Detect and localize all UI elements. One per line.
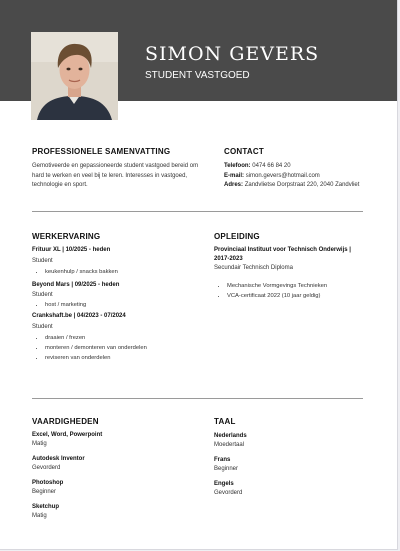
skill-name: Sketchup <box>32 504 60 510</box>
candidate-name: SIMON GEVERS <box>145 43 320 65</box>
contact-heading: CONTACT <box>224 147 264 156</box>
job-task: • draaien / frezen <box>45 333 147 343</box>
address-label: Adres: <box>224 182 244 188</box>
language-name: Nederlands <box>214 433 247 439</box>
email-value[interactable]: simon.gevers@hotmail.com <box>245 172 320 179</box>
contact-email-line <box>224 172 320 182</box>
school-name: Provinciaal Instituut voor Technisch Onderwijs | <box>214 247 351 253</box>
languages-heading: TAAL <box>214 417 236 426</box>
education-item: • VCA-certificaat 2022 (10 jaar geldig) <box>227 291 327 301</box>
language-name: Frans <box>214 457 231 463</box>
summary-text: Gemotiveerde en gepassioneerde student vastgoed bereid om hard te werken en veel bij te leren. Interesses in vastgoed, technologie en sport. <box>32 163 199 188</box>
phone-label: Telefoon: <box>224 163 251 169</box>
job-role: Student <box>32 292 53 298</box>
job-task: • monteren / demonteren van onderdelen <box>45 343 147 353</box>
language-level: Beginner <box>214 466 239 472</box>
skill-name: Photoshop <box>32 480 64 486</box>
education-heading: OPLEIDING <box>214 232 260 241</box>
contact-phone-line <box>224 162 291 172</box>
job-task: • reviseren van onderdelen <box>45 353 147 363</box>
portrait-image <box>31 32 118 120</box>
job-task-list <box>32 333 147 363</box>
language-name: Engels <box>214 481 234 487</box>
job-heading: Beyond Mars | 09/2025 - heden <box>32 282 120 288</box>
job-heading: Crankshaft.be | 04/2023 - 07/2024 <box>32 313 126 319</box>
experience-heading: WERKERVARING <box>32 232 101 241</box>
address-value: Zandvlietse Dorpstraat 220, 2040 Zandvliet <box>244 182 360 188</box>
skill-level: Matig <box>32 513 47 519</box>
skills-heading: VAARDIGHEDEN <box>32 417 99 426</box>
skill-level: Gevorderd <box>32 465 61 471</box>
section-divider <box>32 211 363 212</box>
job-task-list <box>32 267 118 277</box>
school-years: 2017-2023 <box>214 256 243 262</box>
contact-address-line <box>224 181 359 191</box>
job-task: • keukenhulp / snacks bakken <box>45 267 118 277</box>
job-role: Student <box>32 258 53 264</box>
language-level: Moedertaal <box>214 442 245 448</box>
job-heading: Frituur XL | 10/2025 - heden <box>32 247 111 253</box>
job-role: Student <box>32 324 53 330</box>
skill-level: Matig <box>32 441 47 447</box>
language-level: Gevorderd <box>214 490 243 496</box>
candidate-title: STUDENT VASTGOED <box>145 70 250 81</box>
summary-heading: PROFESSIONELE SAMENVATTING <box>32 147 171 156</box>
email-label: E-mail: <box>224 172 245 179</box>
education-item: • Mechanische Vormgevings Technieken <box>227 281 327 291</box>
job-task-list <box>32 300 86 310</box>
section-divider <box>32 398 363 399</box>
degree-name: Secundair Technisch Diploma <box>214 265 293 271</box>
skill-level: Beginner <box>32 489 57 495</box>
skill-name: Autodesk Inventor <box>32 456 85 462</box>
phone-value: 0474 66 84 20 <box>252 163 291 169</box>
education-list <box>214 281 327 301</box>
skill-name: Excel, Word, Powerpoint <box>32 432 103 438</box>
job-task: • host / marketing <box>45 300 86 310</box>
profile-photo <box>31 32 118 120</box>
